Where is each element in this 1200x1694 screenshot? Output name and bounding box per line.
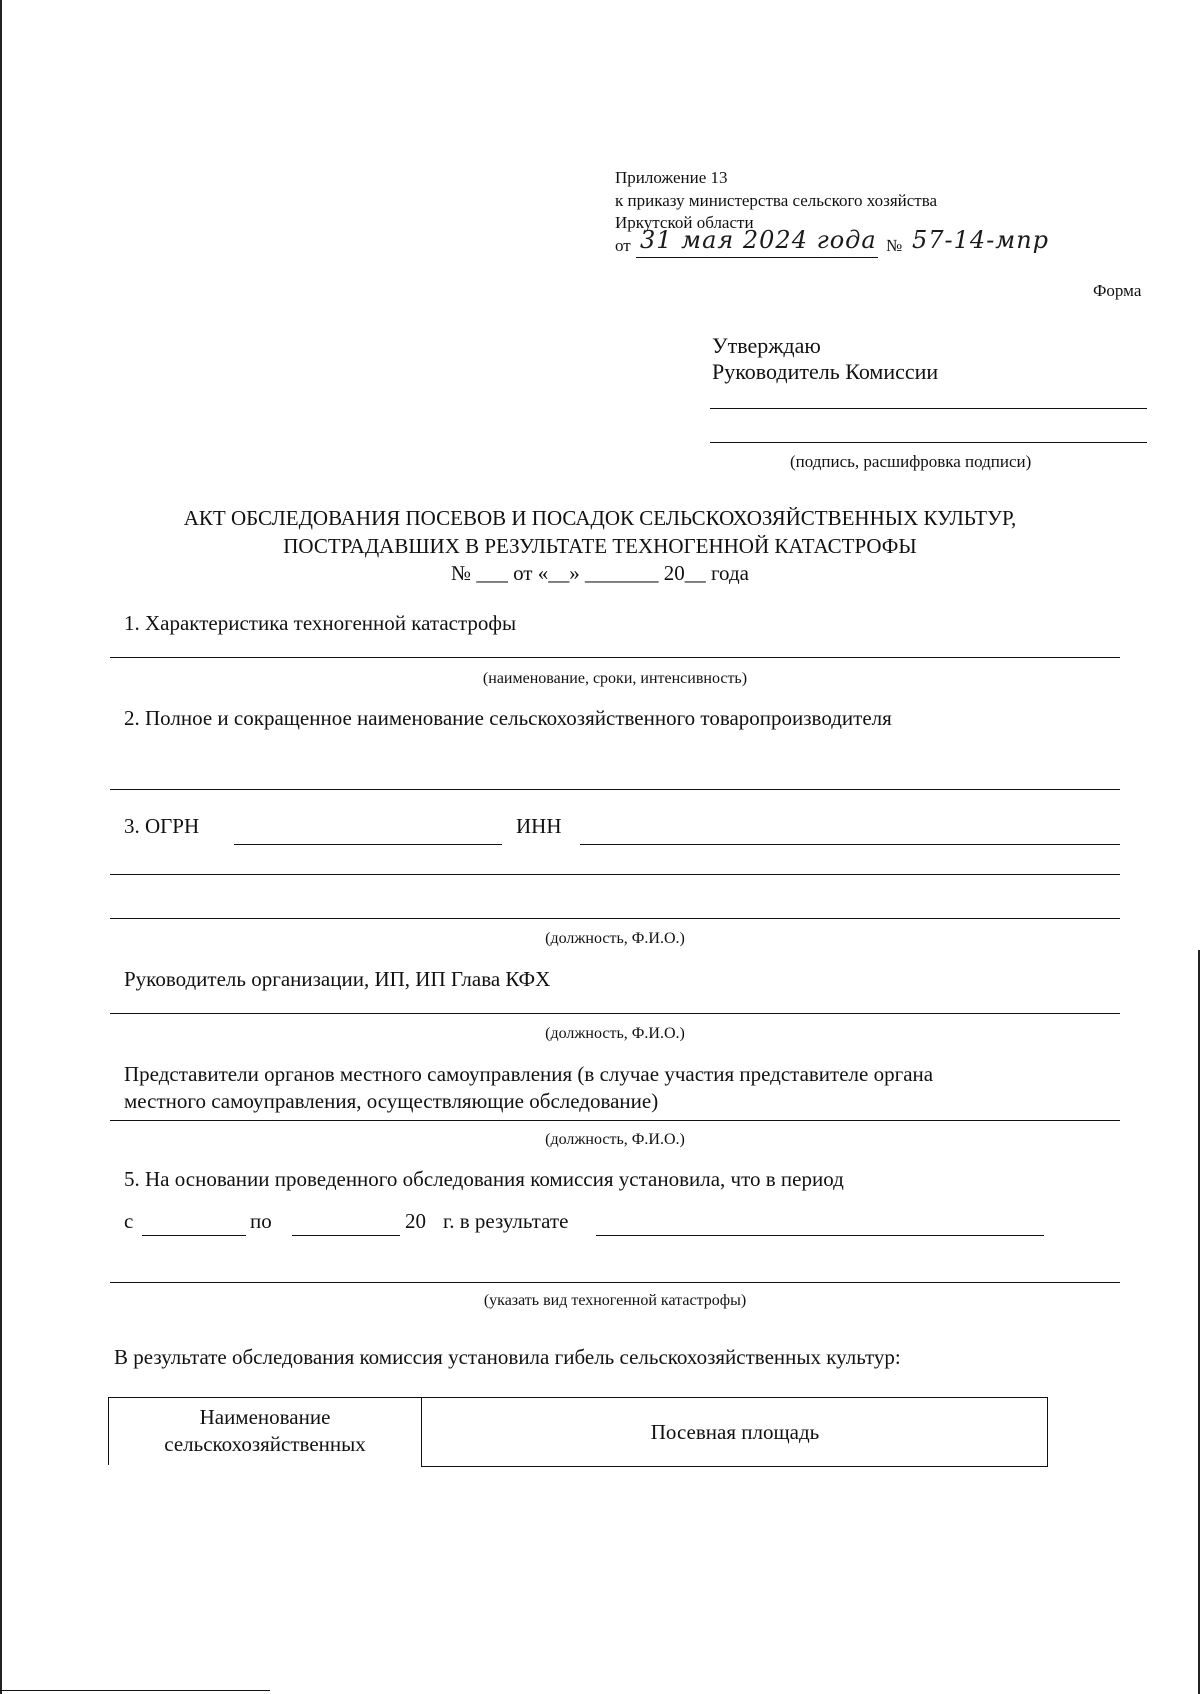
approval-head: Руководитель Комиссии [712,359,939,384]
head-label: Руководитель организации, ИП, ИП Глава КФХ [124,967,551,991]
section-5-caption: (указать вид техногенной катастрофы) [483,1292,747,1309]
table-left-border [108,1397,109,1465]
approval-approve: Утверждаю [712,333,821,358]
approval-signature-line-2 [710,442,1147,443]
section-2-field-line [110,789,1120,790]
table-top-border [108,1397,1048,1398]
section-5-year-label: 20 [405,1209,426,1233]
appendix-title: Приложение 13 [615,168,728,187]
form-label: Форма [1093,281,1142,300]
appendix-date-handwritten: 31 мая 2024 года [640,226,877,254]
appendix-order: к приказу министерства сельского хозяйства [615,191,938,210]
inn-field-line [580,844,1120,845]
document-title-line-1: АКТ ОБСЛЕДОВАНИЯ ПОСЕВОВ И ПОСАДОК СЕЛЬСКОХОЗЯЙСТВЕННЫХ КУЛЬТУР, [183,506,1017,530]
section-5-from-label: с [124,1209,134,1233]
section-5-from-field-line [142,1235,246,1236]
section-2-label: 2. Полное и сокращенное наименование сельскохозяйственного товаропроизводителя [124,706,892,730]
section-5-result-label: г. в результате [443,1209,569,1233]
appendix-region: Иркутской области [615,213,754,232]
section-5-type-field-line [110,1282,1120,1283]
section-3-extra-line-2 [110,918,1120,919]
reps-label-line-1: Представители органов местного самоуправления (в случае участия представителе органа [124,1062,934,1086]
section-5-result-field-line [596,1235,1044,1236]
section-1-label: 1. Характеристика техногенной катастрофы [124,611,517,635]
document-title-line-2: ПОСТРАДАВШИХ В РЕЗУЛЬТАТЕ ТЕХНОГЕННОЙ КАТАСТРОФЫ [283,534,917,558]
table-column-divider [421,1397,422,1467]
section-5-to-label: по [250,1209,272,1233]
table-col1-header-line-2: сельскохозяйственных [164,1432,366,1456]
position-caption-1: (должность, Ф.И.О.) [545,930,685,947]
approval-signature-line-1 [710,408,1147,409]
section-5-to-field-line [292,1235,400,1236]
position-caption-2: (должность, Ф.И.О.) [545,1025,685,1042]
table-col2-header: Посевная площадь [650,1420,820,1444]
scan-artifact-line [0,1690,270,1691]
section-1-field-line [110,657,1120,658]
ogrn-field-line [234,844,502,845]
reps-label-line-2: местного самоуправления, осуществляющие обследование) [124,1089,659,1113]
table-right-border [1047,1397,1048,1467]
appendix-number-handwritten: 57-14-мпр [912,226,1050,254]
appendix-date-underline [636,257,878,258]
page-edge-left [0,0,2,1694]
position-caption-3: (должность, Ф.И.О.) [545,1131,685,1148]
table-col1-header-line-1: Наименование [199,1405,331,1429]
result-label: В результате обследования комиссия установила гибель сельскохозяйственных культур: [114,1345,901,1369]
section-3-extra-line-1 [110,874,1120,875]
table-header-bottom-border [421,1466,1048,1467]
approval-caption: (подпись, расшифровка подписи) [790,452,1032,471]
appendix-from-label: от [615,236,631,255]
section-3-inn-label: ИНН [516,814,562,838]
head-field-line [110,1013,1120,1014]
appendix-number-label: № [886,236,903,255]
section-1-caption: (наименование, сроки, интенсивность) [482,670,748,687]
document-number-date: № ___ от «__» _______ 20__ года [451,561,749,585]
section-5-label: 5. На основании проведенного обследования комиссия установила, что в период [124,1167,844,1191]
reps-field-line [110,1120,1120,1121]
section-3-ogrn-label: 3. ОГРН [124,814,200,838]
